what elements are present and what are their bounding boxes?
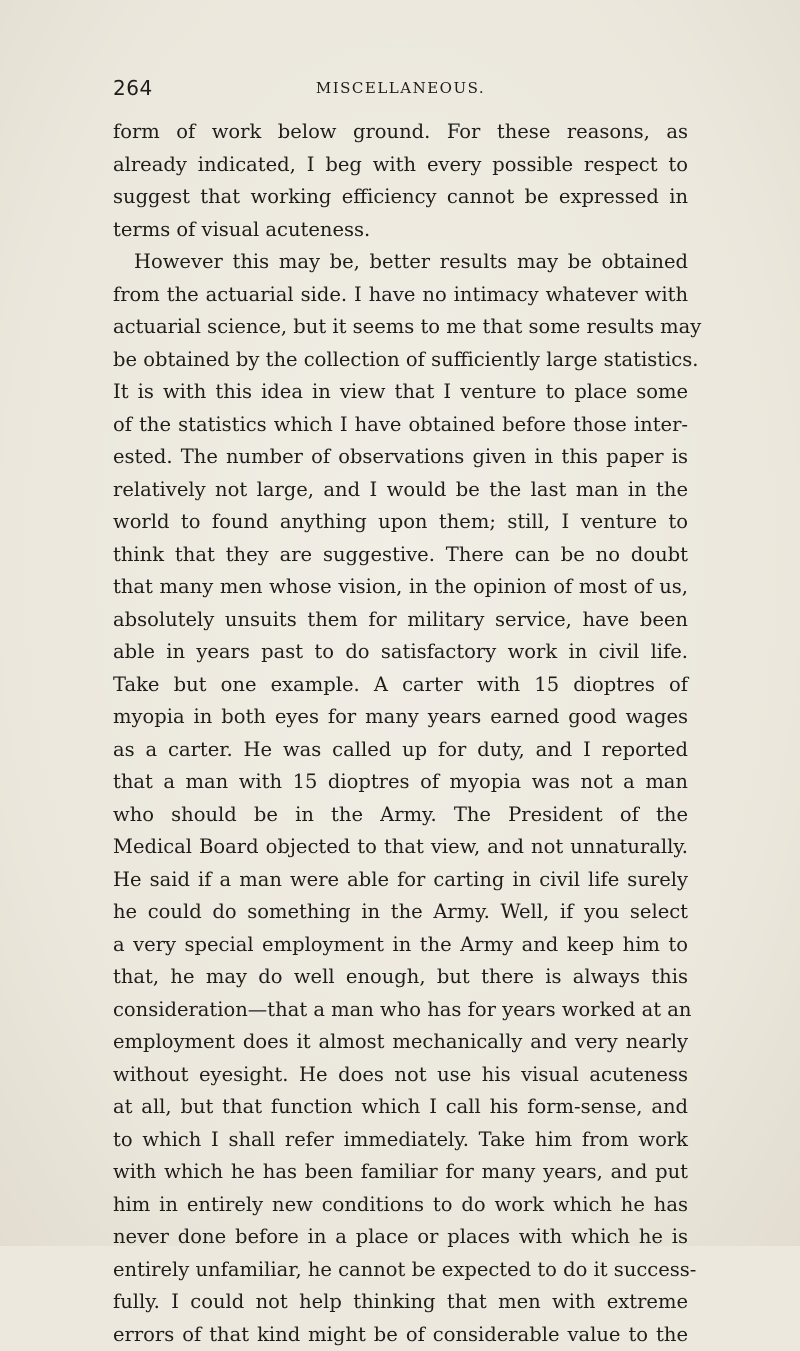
text-line: world to found anything upon them; still, I venture to bbox=[113, 506, 688, 539]
text-line: form of work below ground. For these reasons, as bbox=[113, 116, 688, 149]
text-line: relatively not large, and I would be the last man in the bbox=[113, 474, 688, 507]
text-line: consideration—that a man who has for years worked at an bbox=[113, 994, 688, 1027]
text-line: never done before in a place or places with which he is bbox=[113, 1221, 688, 1254]
text-line: ested. The number of observations given in this paper is bbox=[113, 441, 688, 474]
text-line: already indicated, I beg with every possible respect to bbox=[113, 149, 688, 182]
text-line: at all, but that function which I call his form-sense, and bbox=[113, 1091, 688, 1124]
text-line: absolutely unsuits them for military service, have been bbox=[113, 604, 688, 637]
text-line: suggest that working efficiency cannot be expressed in bbox=[113, 181, 688, 214]
text-line: errors of that kind might be of considerable value to the bbox=[113, 1319, 688, 1351]
text-line: of the statistics which I have obtained before those inter- bbox=[113, 409, 688, 442]
text-line: as a carter. He was called up for duty, and I reported bbox=[113, 734, 688, 767]
text-line: he could do something in the Army. Well, if you select bbox=[113, 896, 688, 929]
body-text bbox=[113, 116, 688, 1351]
text-line: myopia in both eyes for many years earned good wages bbox=[113, 701, 688, 734]
text-line: employment does it almost mechanically and very nearly bbox=[113, 1026, 688, 1059]
running-head bbox=[113, 76, 688, 106]
page-number: 264 bbox=[113, 76, 153, 100]
text-line: that, he may do well enough, but there is always this bbox=[113, 961, 688, 994]
text-line: with which he has been familiar for many years, and put bbox=[113, 1156, 688, 1189]
text-line: fully. I could not help thinking that men with extreme bbox=[113, 1286, 688, 1319]
text-line: He said if a man were able for carting in civil life surely bbox=[113, 864, 688, 897]
text-line: to which I shall refer immediately. Take him from work bbox=[113, 1124, 688, 1157]
text-line: a very special employment in the Army and keep him to bbox=[113, 929, 688, 962]
text-line: Take but one example. A carter with 15 dioptres of bbox=[113, 669, 688, 702]
text-line: that many men whose vision, in the opinion of most of us, bbox=[113, 571, 688, 604]
text-line: from the actuarial side. I have no intimacy whatever with bbox=[113, 279, 688, 312]
text-line: that a man with 15 dioptres of myopia was not a man bbox=[113, 766, 688, 799]
text-line: be obtained by the collection of sufficiently large statistics. bbox=[113, 344, 688, 377]
text-line: think that they are suggestive. There can be no doubt bbox=[113, 539, 688, 572]
text-line: Medical Board objected to that view, and not unnaturally. bbox=[113, 831, 688, 864]
text-line: It is with this idea in view that I venture to place some bbox=[113, 376, 688, 409]
text-line: terms of visual acuteness. bbox=[113, 214, 688, 247]
text-line: him in entirely new conditions to do work which he has bbox=[113, 1189, 688, 1222]
text-line: able in years past to do satisfactory work in civil life. bbox=[113, 636, 688, 669]
text-line: entirely unfamiliar, he cannot be expected to do it success- bbox=[113, 1254, 688, 1287]
text-line: without eyesight. He does not use his visual acuteness bbox=[113, 1059, 688, 1092]
text-line: actuarial science, but it seems to me that some results may bbox=[113, 311, 688, 344]
text-line: who should be in the Army. The President of the bbox=[113, 799, 688, 832]
running-title: MISCELLANEOUS. bbox=[113, 79, 688, 97]
text-line: However this may be, better results may be obtained bbox=[113, 246, 688, 279]
